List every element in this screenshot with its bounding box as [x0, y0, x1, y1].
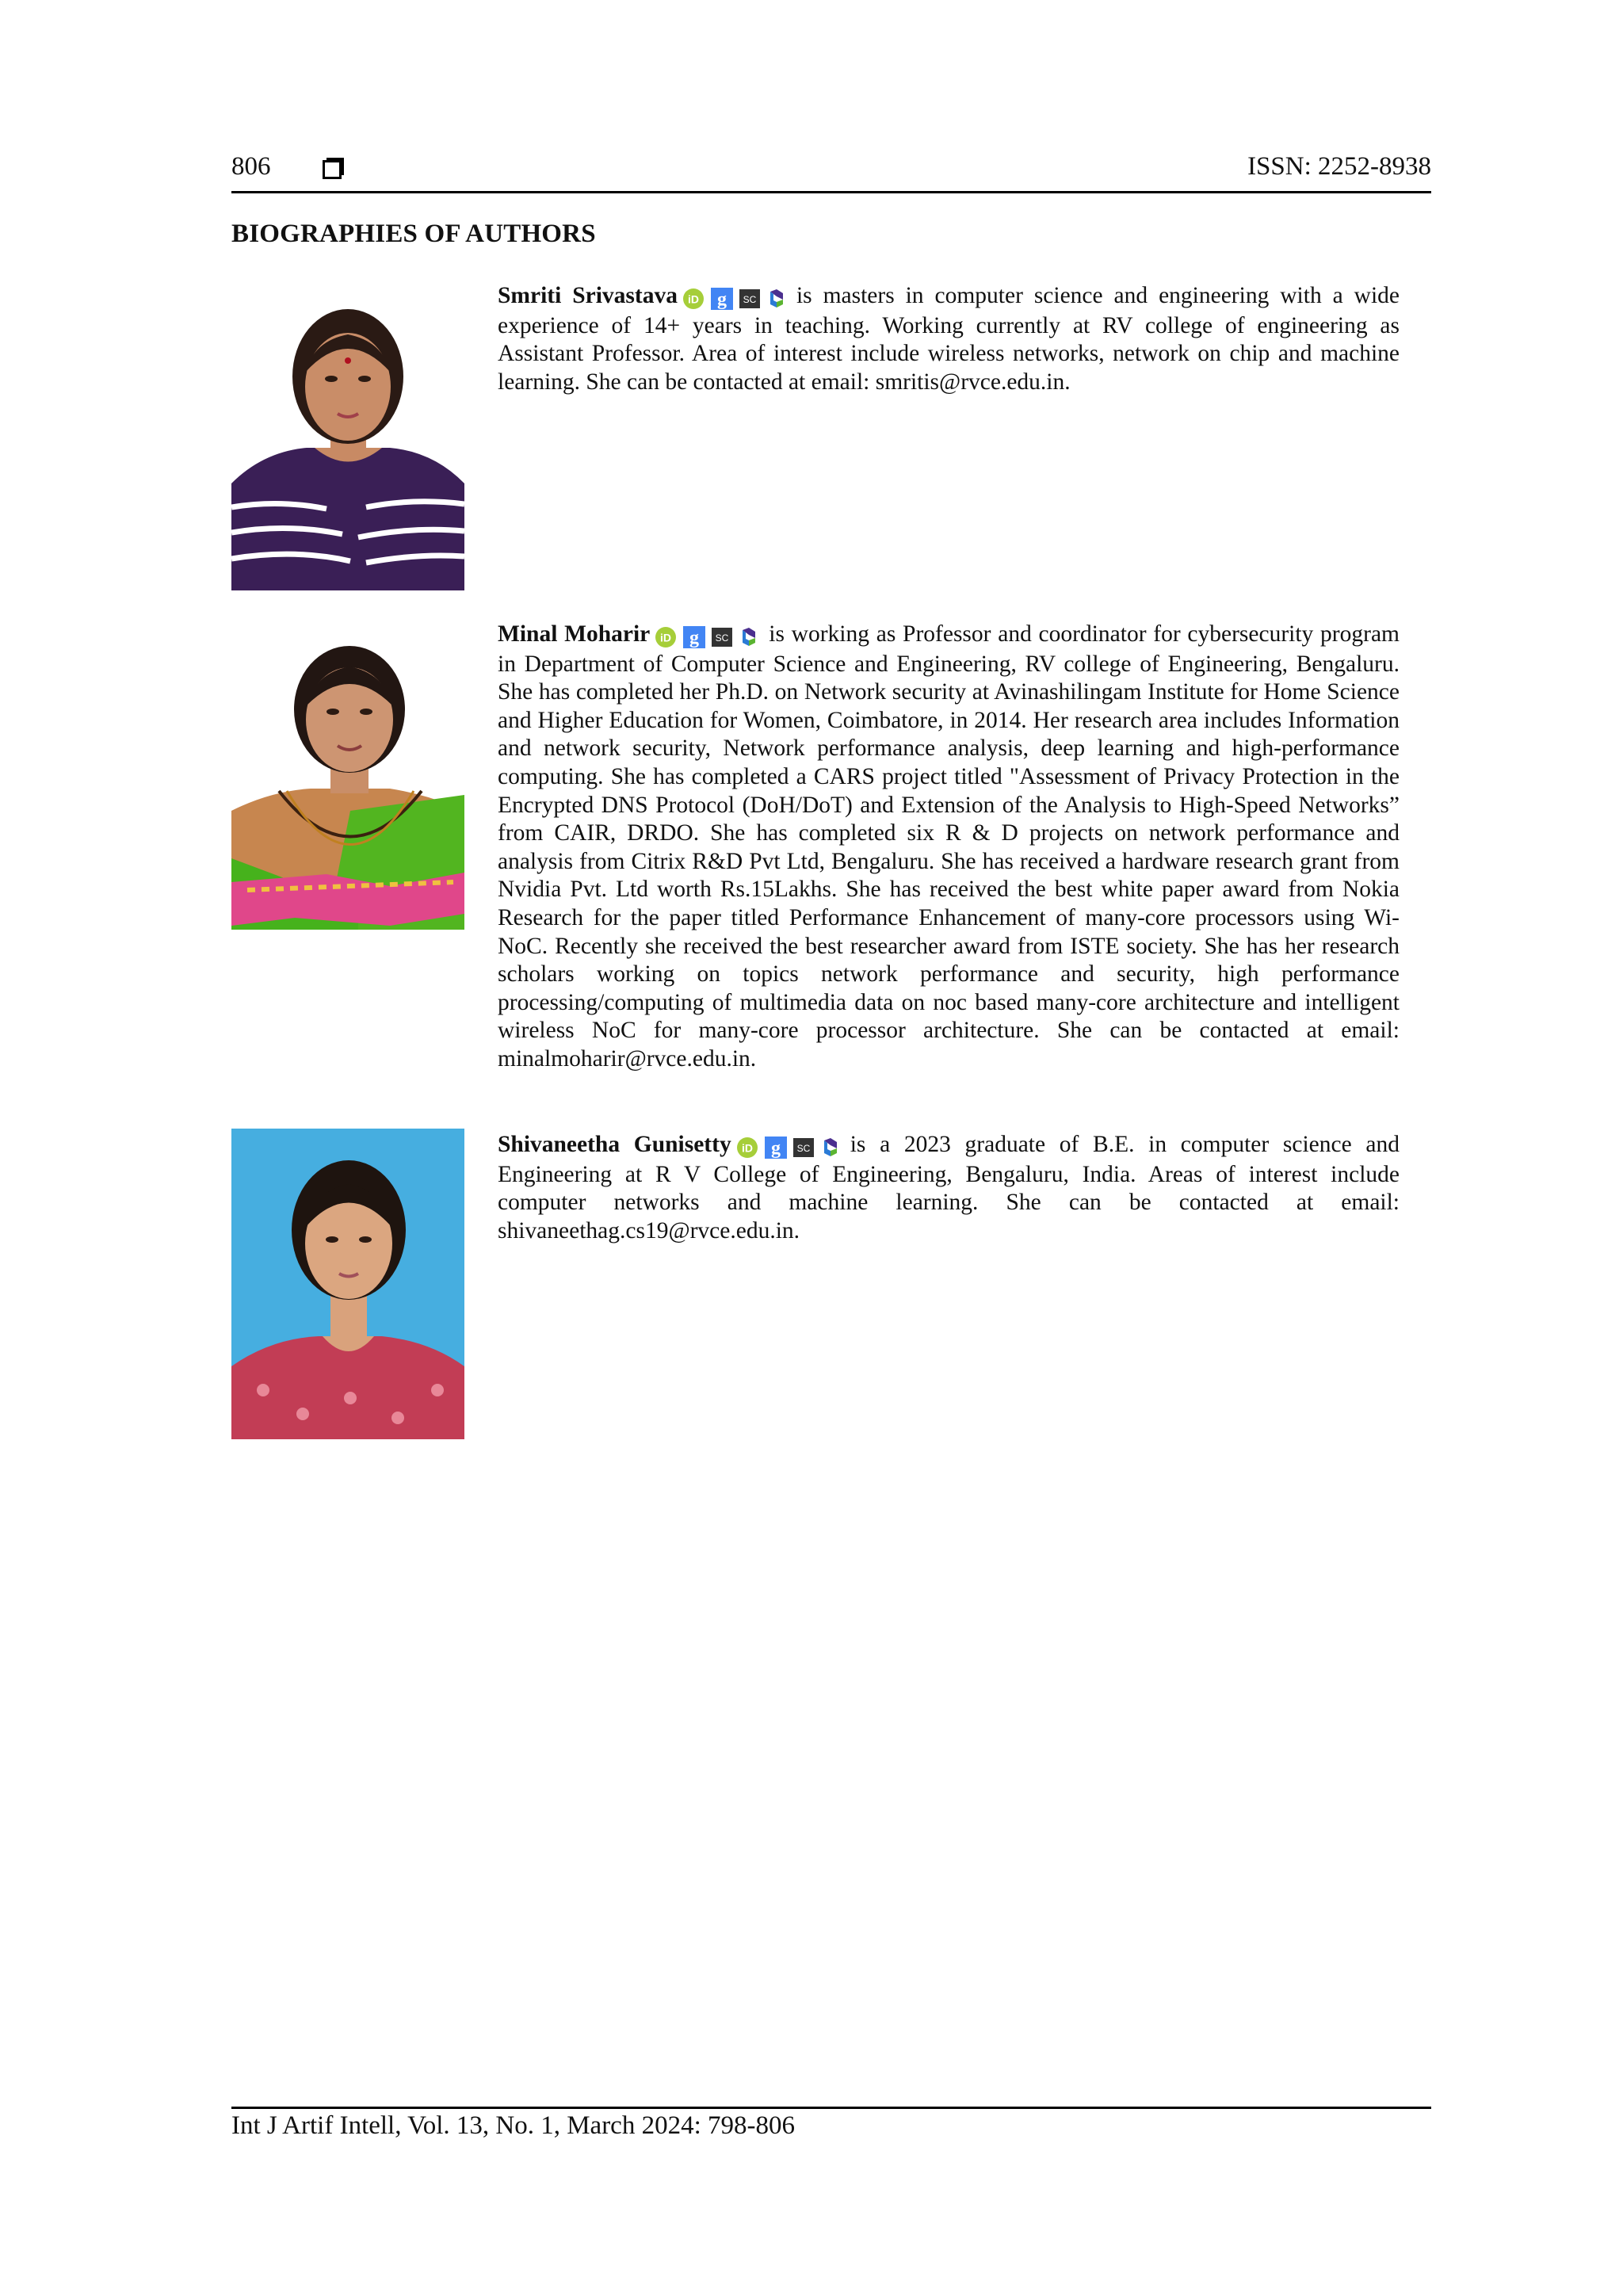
footer-citation: Int J Artif Intell, Vol. 13, No. 1, March 2024: 798-806: [231, 2111, 795, 2140]
publons-icon[interactable]: [739, 627, 759, 648]
google-scholar-icon[interactable]: [683, 626, 705, 648]
bio-text: is working as Professor and coordinator for cybersecurity program in Department of Computer Science and Engineering, RV college of Engineering, Bengaluru. She has completed her Ph.D. on Network security at Avinashilingam Institute for Home Science and Higher Education for Women, Coimbatore, in 2014. Her research area includes Information and network security, Network performance analysis, deep learning and high-performance computing. She has completed a CARS project titled "Assessment of Privacy Protection in the Encrypted DNS Protocol (DoH/DoT) and Extension of the Analysis to High-Speed Networks” from CAIR, DRDO. She has completed six R & D projects on network performance and analysis from Citrix R&D Pvt Ltd, Bengaluru. She has received a hardware research grant from Nvidia Pvt. Ltd worth Rs.15Lakhs. She has received the best white paper award from Nokia Research for the paper titled Performance Enhancement of many-core processors using Wi-NoC. Recently she received the best researcher award from ISTE society. She has her research scholars working on topics network performance and security, high performance processing/computing of multimedia data on noc based many-core architecture and intelligent wireless NoC for many-core processor architecture. She can be contacted at email: minalmoharir@rvce.edu.in.: [498, 621, 1400, 1072]
author-bio-minal: [498, 621, 1400, 1074]
header-rule: [231, 191, 1431, 193]
footer-rule: [231, 2107, 1431, 2109]
bio-text: is a 2023 graduate of B.E. in computer science and Engineering at R V College of Engineering, Bengaluru, India. Areas of interest include computer networks and machine learning. She can be contacted at email: shivaneethag.cs19@rvce.edu.in.: [498, 1132, 1400, 1244]
svg-text:g: g: [770, 1138, 781, 1159]
orcid-icon[interactable]: [736, 1137, 758, 1159]
svg-text:SC: SC: [796, 1143, 811, 1155]
profile-icons: [682, 284, 793, 312]
profile-icons: [736, 1133, 847, 1161]
scopus-icon[interactable]: [739, 289, 760, 308]
author-bio-shivaneetha: [498, 1131, 1400, 1245]
publons-icon[interactable]: [820, 1137, 841, 1158]
orcid-icon[interactable]: [682, 288, 705, 310]
svg-text:SC: SC: [743, 294, 757, 306]
box-icon: [323, 158, 344, 179]
scopus-icon[interactable]: [793, 1138, 814, 1157]
author-photo-smriti: [231, 285, 464, 590]
orcid-icon[interactable]: [655, 626, 677, 648]
svg-text:g: g: [716, 289, 727, 311]
author-name: Smriti Srivastava: [498, 283, 678, 308]
page-number: 806: [231, 152, 271, 181]
author-bio-smriti: [498, 282, 1400, 396]
section-title: BIOGRAPHIES OF AUTHORS: [231, 220, 596, 248]
scopus-icon[interactable]: [712, 628, 732, 647]
author-photo-shivaneetha: [231, 1129, 464, 1439]
profile-icons: [655, 622, 766, 651]
author-photo-minal: [231, 621, 464, 930]
svg-text:g: g: [689, 628, 700, 649]
issn: ISSN: 2252-8938: [1247, 152, 1431, 181]
author-name: Minal Moharir: [498, 621, 651, 647]
svg-text:iD: iD: [687, 292, 699, 306]
bio-text: is masters in computer science and engineering with a wide experience of 14+ years in teaching. Working currently at RV college of engineering as Assistant Professor. Area of interest include wireless networks, network on chip and machine learning. She can be contacted at email: smritis@rvce.edu.in.: [498, 283, 1400, 395]
google-scholar-icon[interactable]: [765, 1137, 787, 1159]
svg-text:SC: SC: [715, 632, 729, 644]
publons-icon[interactable]: [766, 288, 787, 309]
author-name: Shivaneetha Gunisetty: [498, 1132, 731, 1157]
svg-text:iD: iD: [660, 631, 672, 644]
svg-text:iD: iD: [741, 1141, 753, 1155]
google-scholar-icon[interactable]: [711, 288, 733, 310]
